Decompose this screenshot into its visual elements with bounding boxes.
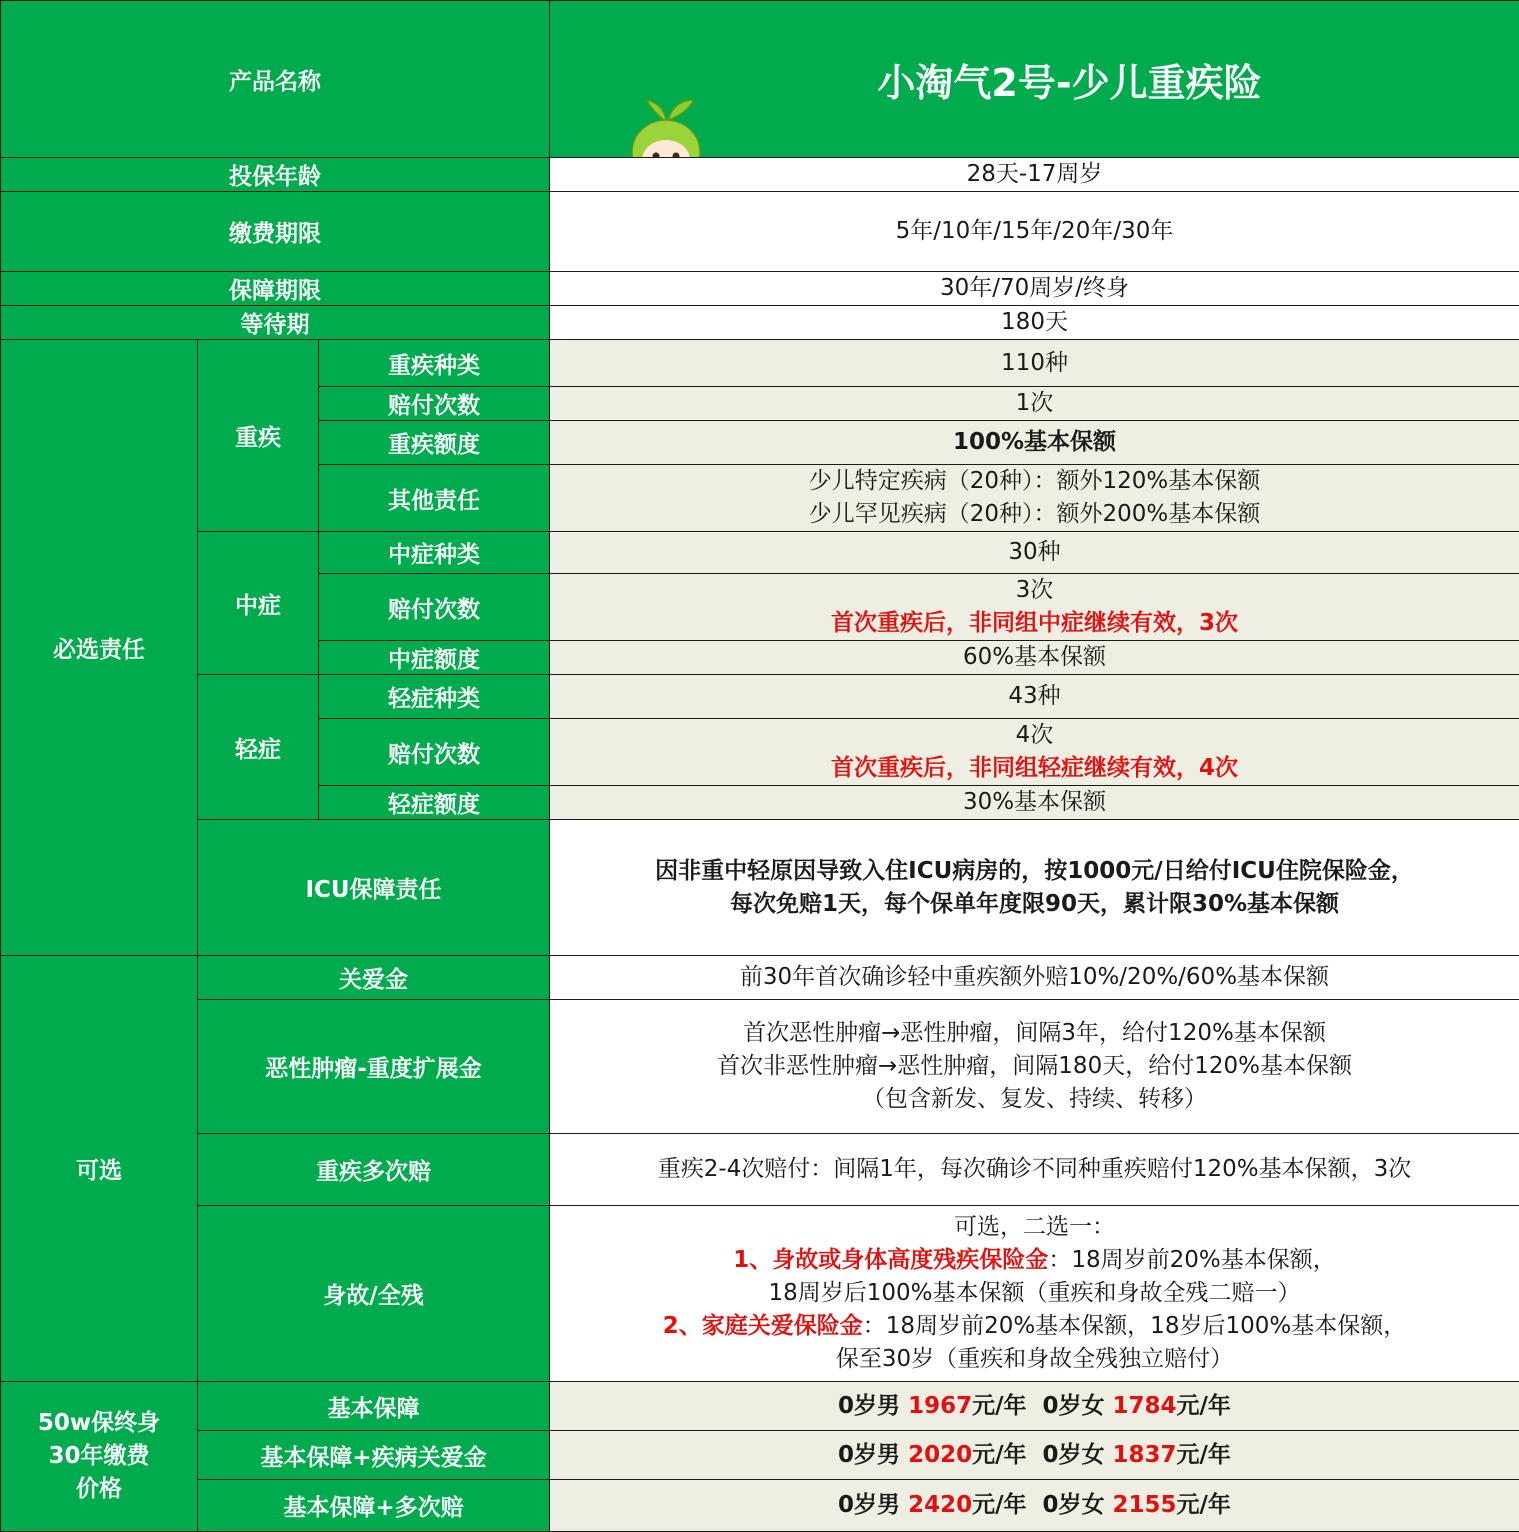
death-option-1-text: ：18周岁前20%基本保额， — [1048, 1247, 1335, 1273]
critical-claims-label: 赔付次数 — [319, 387, 550, 421]
price-male: 2020 — [908, 1442, 972, 1468]
price-unit: 元/年 — [1177, 1442, 1231, 1468]
price-female: 1784 — [1113, 1393, 1177, 1419]
critical-types-label: 重疾种类 — [319, 340, 550, 387]
multi-claim-label: 重疾多次赔 — [198, 1134, 550, 1206]
product-title: 小淘气2号-少儿重疾险 — [877, 52, 1261, 107]
price-female: 1837 — [1113, 1442, 1177, 1468]
price-unit: 元/年 — [1177, 1393, 1231, 1419]
price-unit: 元/年 — [972, 1393, 1042, 1419]
mild-types-value: 43种 — [550, 675, 1519, 719]
icu-value — [550, 820, 1519, 956]
death-option-1-label: 1、身故或身体高度残疾保险金 — [733, 1247, 1048, 1273]
basic-label-waiting: 等待期 — [1, 306, 550, 340]
death-option-2 — [550, 1310, 1519, 1343]
death-intro: 可选，二选一： — [550, 1211, 1519, 1244]
cancer-line: 首次非恶性肿瘤→恶性肿瘤，间隔180天，给付120%基本保额 — [550, 1050, 1519, 1083]
critical-group-label: 重疾 — [198, 340, 319, 532]
icu-line: 因非重中轻原因导致入住ICU病房的，按1000元/日给付ICU住院保险金， — [550, 855, 1519, 888]
critical-amount-value: 100%基本保额 — [550, 421, 1519, 465]
critical-types-value: 110种 — [550, 340, 1519, 387]
death-option-2-line2: 保至30岁（重疾和身故全残独立赔付） — [550, 1343, 1519, 1376]
pricing-basic-value — [550, 1382, 1519, 1431]
death-option-1-line2: 18周岁后100%基本保额（重疾和身故全残二赔一） — [550, 1277, 1519, 1310]
basic-value-waiting: 180天 — [550, 306, 1519, 340]
product-title-cell — [550, 1, 1519, 158]
moderate-group-label: 中症 — [198, 532, 319, 675]
critical-claims-value: 1次 — [550, 387, 1519, 421]
mild-claims-value — [550, 719, 1519, 786]
price-unit: 元/年 — [972, 1442, 1042, 1468]
death-option-2-label: 2、家庭关爱保险金 — [663, 1313, 863, 1339]
critical-other-line: 少儿特定疾病（20种）：额外120%基本保额 — [550, 465, 1519, 498]
mild-types-label: 轻症种类 — [319, 675, 550, 719]
required-section-label: 必选责任 — [1, 340, 198, 956]
optional-section-label: 可选 — [1, 956, 198, 1382]
icu-line: 每次免赔1天，每个保单年度限90天，累计限30%基本保额 — [550, 888, 1519, 921]
pricing-multi-value — [550, 1480, 1519, 1532]
price-female: 2155 — [1113, 1492, 1177, 1518]
price-unit: 元/年 — [1177, 1492, 1231, 1518]
pricing-multi-label: 基本保障+多次赔 — [198, 1480, 550, 1532]
basic-value-payment: 5年/10年/15年/20年/30年 — [550, 192, 1519, 272]
price-female-prefix: 0岁女 — [1043, 1393, 1113, 1419]
cancer-value — [550, 1000, 1519, 1134]
critical-amount-label: 重疾额度 — [319, 421, 550, 465]
pricing-care-label: 基本保障+疾病关爱金 — [198, 1431, 550, 1480]
moderate-claims-value — [550, 574, 1519, 641]
mild-claims-count: 4次 — [550, 719, 1519, 752]
death-label: 身故/全残 — [198, 1206, 550, 1382]
critical-other-line: 少儿罕见疾病（20种）：额外200%基本保额 — [550, 498, 1519, 531]
price-male-prefix: 0岁男 — [838, 1393, 908, 1419]
moderate-types-value: 30种 — [550, 532, 1519, 574]
critical-other-value — [550, 465, 1519, 532]
cancer-line: 首次恶性肿瘤→恶性肿瘤，间隔3年，给付120%基本保额 — [550, 1017, 1519, 1050]
moderate-claims-count: 3次 — [550, 574, 1519, 607]
care-value: 前30年首次确诊轻中重疾额外赔10%/20%/60%基本保额 — [550, 956, 1519, 1000]
price-male: 2420 — [908, 1492, 972, 1518]
moderate-types-label: 中症种类 — [319, 532, 550, 574]
moderate-claims-label: 赔付次数 — [319, 574, 550, 641]
cancer-line: （包含新发、复发、持续、转移） — [550, 1083, 1519, 1116]
mild-claims-label: 赔付次数 — [319, 719, 550, 786]
mild-group-label: 轻症 — [198, 675, 319, 820]
care-label: 关爱金 — [198, 956, 550, 1000]
death-option-1 — [550, 1244, 1519, 1277]
mild-amount-value: 30%基本保额 — [550, 786, 1519, 820]
multi-claim-value: 重疾2-4次赔付：间隔1年，每次确诊不同种重疾赔付120%基本保额，3次 — [550, 1134, 1519, 1206]
basic-value-coverage: 30年/70周岁/终身 — [550, 272, 1519, 306]
sprout-mascot-icon — [616, 90, 716, 158]
icu-label: ICU保障责任 — [198, 820, 550, 956]
critical-other-label: 其他责任 — [319, 465, 550, 532]
basic-label-age: 投保年龄 — [1, 158, 550, 192]
pricing-care-value — [550, 1431, 1519, 1480]
death-option-2-text: ：18周岁前20%基本保额，18岁后100%基本保额， — [863, 1313, 1406, 1339]
death-value — [550, 1206, 1519, 1382]
pricing-basic-label: 基本保障 — [198, 1382, 550, 1431]
basic-value-age: 28天-17周岁 — [550, 158, 1519, 192]
basic-label-payment: 缴费期限 — [1, 192, 550, 272]
moderate-amount-label: 中症额度 — [319, 641, 550, 675]
price-male-prefix: 0岁男 — [838, 1492, 908, 1518]
product-name-label: 产品名称 — [1, 1, 550, 158]
price-unit: 元/年 — [972, 1492, 1042, 1518]
price-male: 1967 — [908, 1393, 972, 1419]
pricing-label-line: 50w保终身 — [1, 1407, 197, 1440]
price-male-prefix: 0岁男 — [838, 1442, 908, 1468]
pricing-label-line: 30年缴费 — [1, 1440, 197, 1473]
pricing-label-line: 价格 — [1, 1473, 197, 1506]
price-female-prefix: 0岁女 — [1043, 1492, 1113, 1518]
mild-amount-label: 轻症额度 — [319, 786, 550, 820]
pricing-section-label — [1, 1382, 198, 1532]
moderate-claims-note: 首次重疾后，非同组中症继续有效，3次 — [550, 607, 1519, 640]
basic-label-coverage: 保障期限 — [1, 272, 550, 306]
mild-claims-note: 首次重疾后，非同组轻症继续有效，4次 — [550, 752, 1519, 785]
price-female-prefix: 0岁女 — [1043, 1442, 1113, 1468]
cancer-label: 恶性肿瘤-重度扩展金 — [198, 1000, 550, 1134]
moderate-amount-value: 60%基本保额 — [550, 641, 1519, 675]
